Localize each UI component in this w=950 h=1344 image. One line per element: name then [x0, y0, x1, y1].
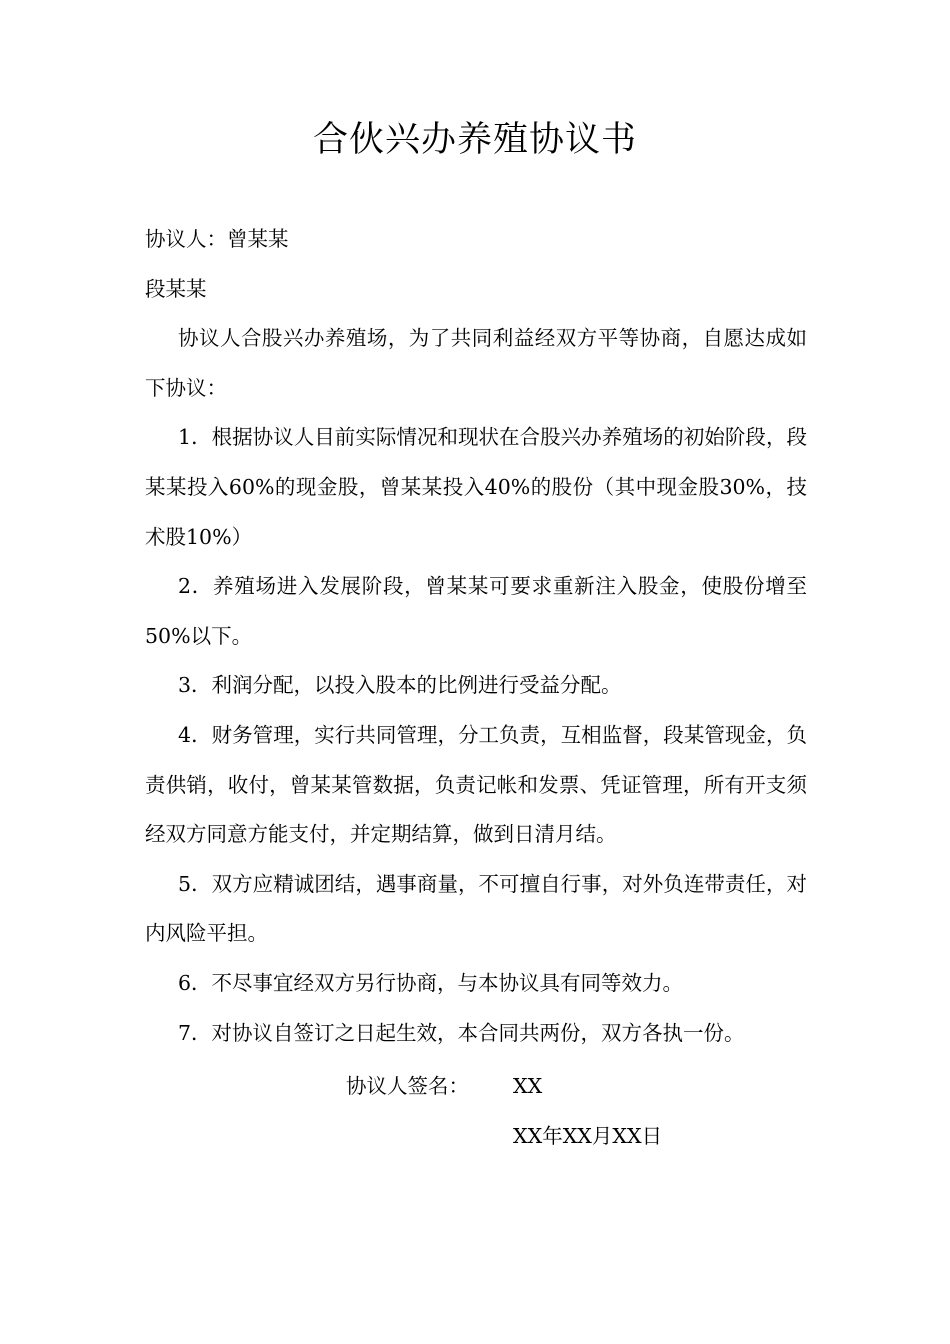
- clause-2: 2．养殖场进入发展阶段，曾某某可要求重新注入股金，使股份增至50%以下。: [145, 574, 807, 648]
- signature-label: 协议人签名：: [346, 1074, 469, 1098]
- clause-7: 7．对协议自签订之日起生效，本合同共两份，双方各执一份。: [178, 1020, 745, 1045]
- signature-value: XX: [513, 1074, 543, 1098]
- party-line-1: [145, 215, 807, 265]
- document-body: [145, 215, 807, 1058]
- parties-label: 协议人：: [145, 227, 227, 251]
- document-title: 合伙兴办养殖协议书: [312, 120, 637, 160]
- intro-paragraph: 协议人合股兴办养殖场，为了共同利益经双方平等协商，自愿达成如下协议：: [145, 326, 807, 400]
- signature-line: [346, 1062, 542, 1112]
- clause-4: 4．财务管理，实行共同管理，分工负责，互相监督，段某管现金，负责供销，收付，曾某某管数据，负责记帐和发票、凭证管理，所有开支须经双方同意方能支付，并定期结算，做到日清月结。: [145, 722, 807, 847]
- clause-6: 6．不尽事宜经双方另行协商，与本协议具有同等效力。: [178, 970, 684, 995]
- date-line: XX年XX月XX日: [513, 1124, 663, 1148]
- clause-1: 1．根据协议人目前实际情况和现状在合股兴办养殖场的初始阶段，段某某投入60%的现金股，曾某某投入40%的股份（其中现金股30%，技术股10%）: [145, 425, 807, 549]
- clause-5: 5．双方应精诚团结，遇事商量，不可擅自行事，对外负连带责任，对内风险平担。: [145, 871, 807, 946]
- clause-3: 3．利润分配，以投入股本的比例进行受益分配。: [178, 673, 622, 698]
- party-1-name: 曾某某: [227, 227, 289, 251]
- party-2-name: 段某某: [145, 276, 207, 301]
- party-line-2: [145, 265, 807, 315]
